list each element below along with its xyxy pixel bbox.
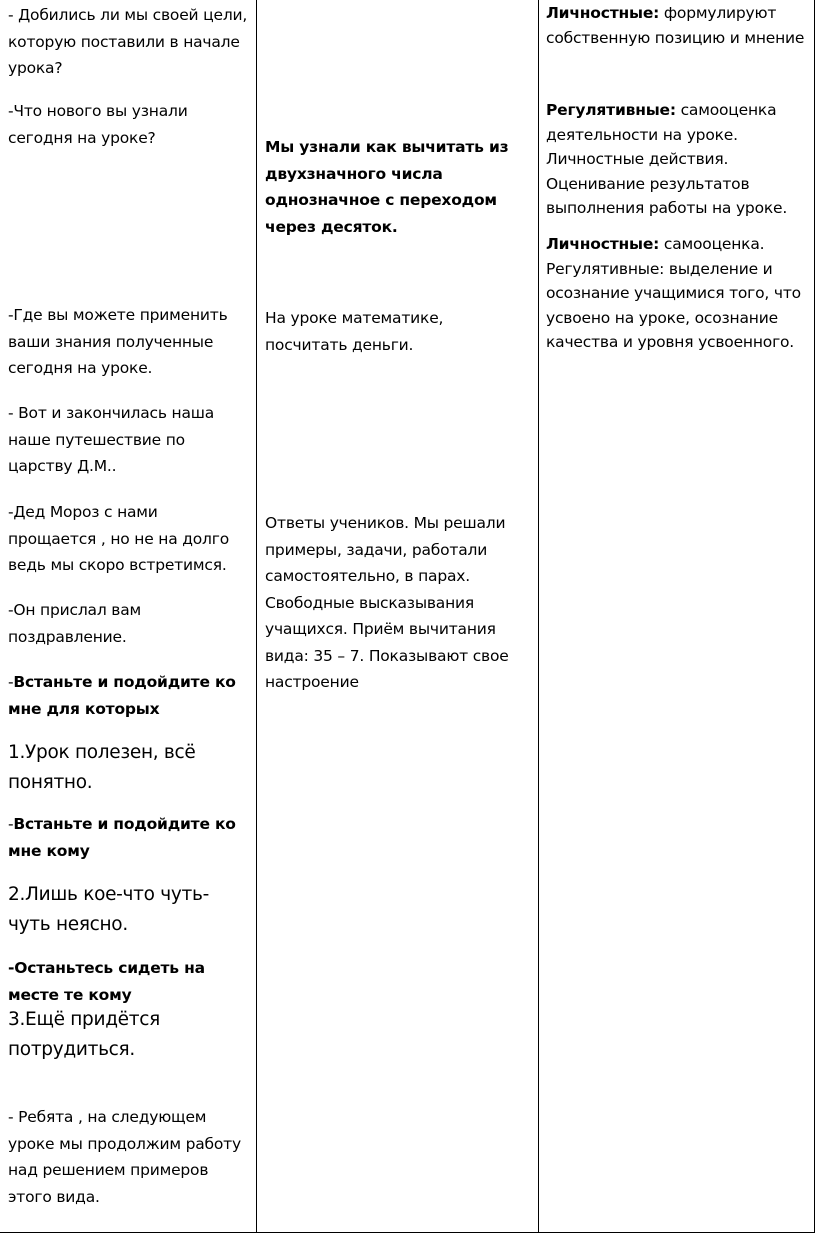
answer-students: Ответы учеников. Мы решали примеры, задачи, работали самостоятельно, в парах. Свободные высказывания учащихся. Приём вычитания вида: 35 – 7. Показывают свое настроение [265, 514, 509, 691]
option-3: 3.Ещё придётся потрудиться. [8, 1009, 160, 1060]
answer-apply: На уроке математике, посчитать деньги. [265, 309, 444, 354]
greeting-text: -Он прислал вам поздравление. [8, 601, 141, 646]
option-1: 1.Урок полезен, всё понятно. [8, 742, 196, 793]
answer-learned: Мы узнали как вычитать из двухзначного числа однозначное с переходом через десяток. [265, 138, 509, 236]
question-new: -Что нового вы узнали сегодня на уроке? [8, 102, 188, 147]
instruction-stay: -Останьтесь сидеть на месте те кому [8, 959, 205, 1004]
uud-personal-1: Личностные: формулируют собственную позицию и мнение [546, 4, 805, 47]
instruction-stand-2: -Встаньте и подойдите ко мне кому [8, 815, 236, 860]
uud-personal-2: Личностные: самооценка. Регулятивные: выделение и осознание учащимися того, что усвоено на уроке, осознание качества и уровня усвоенного. [546, 235, 801, 352]
closing-text: - Ребята , на следующем уроке мы продолжим работу над решением примеров этого вида. [8, 1108, 241, 1206]
uud-regulative: Регулятивные: самооценка деятельности на уроке. Личностные действия. Оценивание результатов выполнения работы на уроке. [546, 101, 788, 218]
instruction-stand-1: -Встаньте и подойдите ко мне для которых [8, 673, 236, 718]
journey-end-text: - Вот и закончилась наша наше путешествие по царству Д.М.. [8, 404, 215, 475]
teacher-activity-cell [0, 0, 257, 1232]
student-activity-cell [257, 0, 539, 1232]
uud-cell [539, 0, 814, 1232]
farewell-text: -Дед Мороз с нами прощается , но не на долго ведь мы скоро встретимся. [8, 503, 229, 574]
option-2: 2.Лишь кое-что чуть-чуть неясно. [8, 884, 209, 935]
question-apply: -Где вы можете применить ваши знания полученные сегодня на уроке. [8, 306, 228, 377]
question-goal: - Добились ли мы своей цели, которую поставили в начале урока? [8, 6, 248, 77]
